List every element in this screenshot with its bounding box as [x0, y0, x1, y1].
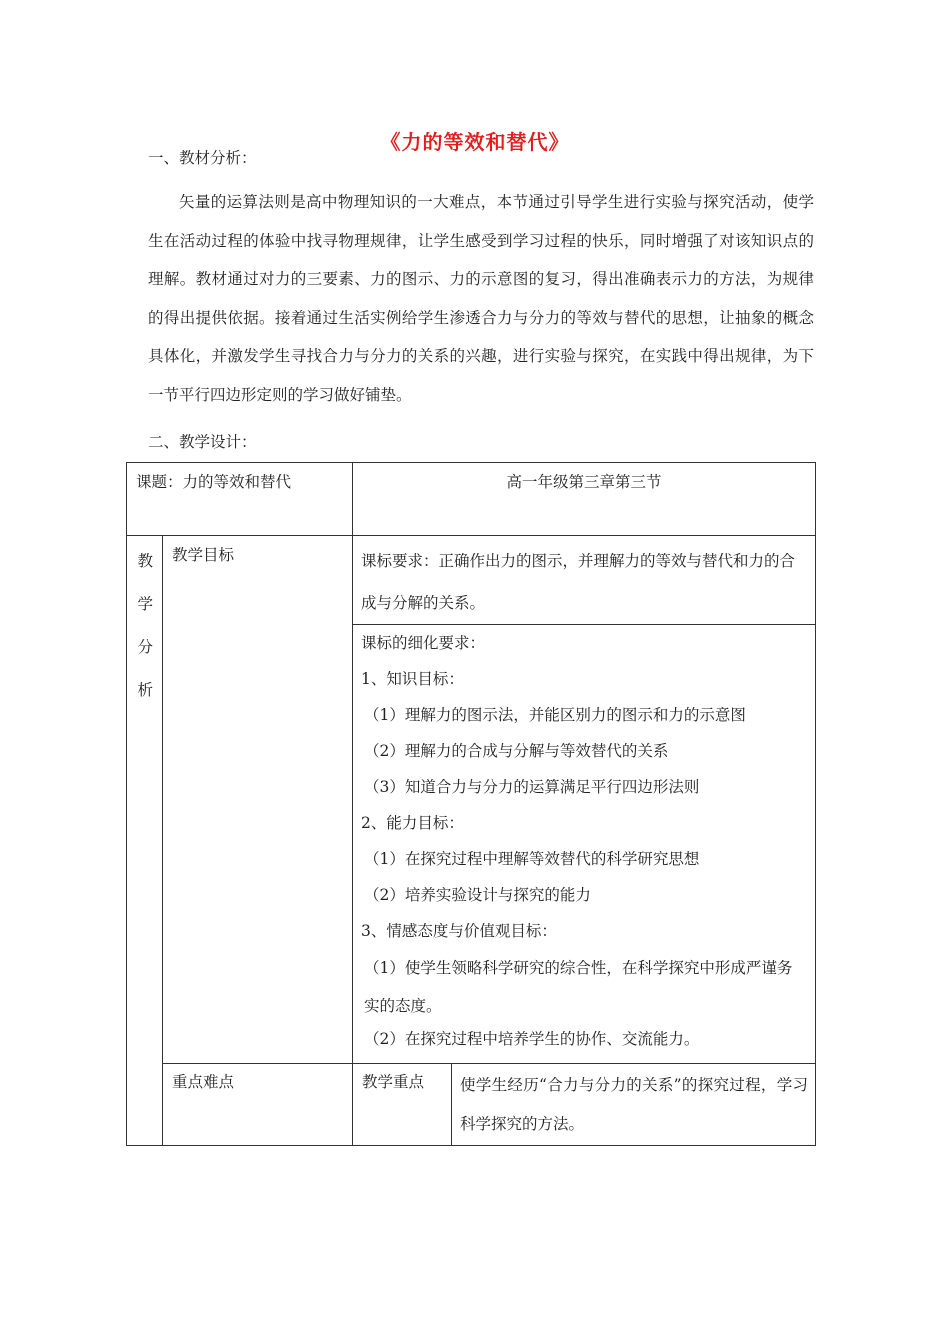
knowledge-goal-title: 1、知识目标： — [361, 670, 464, 688]
section-heading-analysis: 一、教材分析： — [148, 149, 257, 167]
analysis-paragraph: 矢量的运算法则是高中物理知识的一大难点，本节通过引导学生进行实验与探究活动，使学生在活动过程的体验中找寻物理规律，让学生感受到学习过程的快乐，同时增强了对该知识点的理解。教材通过对力的三要素、力的图示、力的示意图的复习，得出准确表示力的方法，为规律的得出提供依据。接着通过生活实例给学生渗透合力与分力的等效与替代的思想，让抽象的概念具体化，并激发学生寻找合力与分力的关系的兴趣，进行实验与探究，在实践中得出规律，为下一节平行四边形定则的学习做好铺垫。 — [148, 193, 814, 404]
knowledge-item: （3）知道合力与分力的运算满足平行四边形法则 — [364, 778, 700, 796]
knowledge-item: （1）理解力的图示法，并能区别力的图示和力的示意图 — [364, 706, 746, 724]
emotion-item: （2）在探究过程中培养学生的协作、交流能力。 — [364, 1030, 700, 1048]
section-heading-design: 二、教学设计： — [148, 433, 257, 451]
side-label: 教学分析 — [137, 552, 154, 699]
teaching-focus-label: 教学重点 — [353, 1064, 452, 1146]
key-points-label: 重点难点 — [163, 1064, 353, 1146]
ability-item: （2）培养实验设计与探究的能力 — [364, 886, 591, 904]
ability-goal-title: 2、能力目标： — [361, 814, 464, 832]
emotion-item: （1）使学生领略科学研究的综合性，在科学探究中形成严谨务实的态度。 — [364, 959, 793, 1015]
teaching-focus-text: 使学生经历“合力与分力的关系”的探究过程，学习科学探究的方法。 — [452, 1064, 816, 1146]
grade-cell: 高一年级第三章第三节 — [353, 463, 816, 536]
emotion-goal-title: 3、情感态度与价值观目标： — [361, 922, 557, 940]
knowledge-item: （2）理解力的合成与分解与等效替代的关系 — [364, 742, 669, 760]
side-label-cell — [127, 536, 163, 1146]
detailed-requirements — [353, 625, 816, 1064]
ability-item: （1）在探究过程中理解等效替代的科学研究思想 — [364, 850, 700, 868]
detail-heading: 课标的细化要求： — [361, 634, 486, 652]
design-table — [126, 462, 816, 1146]
topic-cell: 课题：力的等效和替代 — [127, 463, 353, 536]
goals-label: 教学目标 — [163, 536, 353, 1064]
standard-requirement: 课标要求：正确作出力的图示，并理解力的等效与替代和力的合成与分解的关系。 — [353, 536, 816, 625]
document-title: 《力的等效和替代》 — [380, 130, 570, 154]
